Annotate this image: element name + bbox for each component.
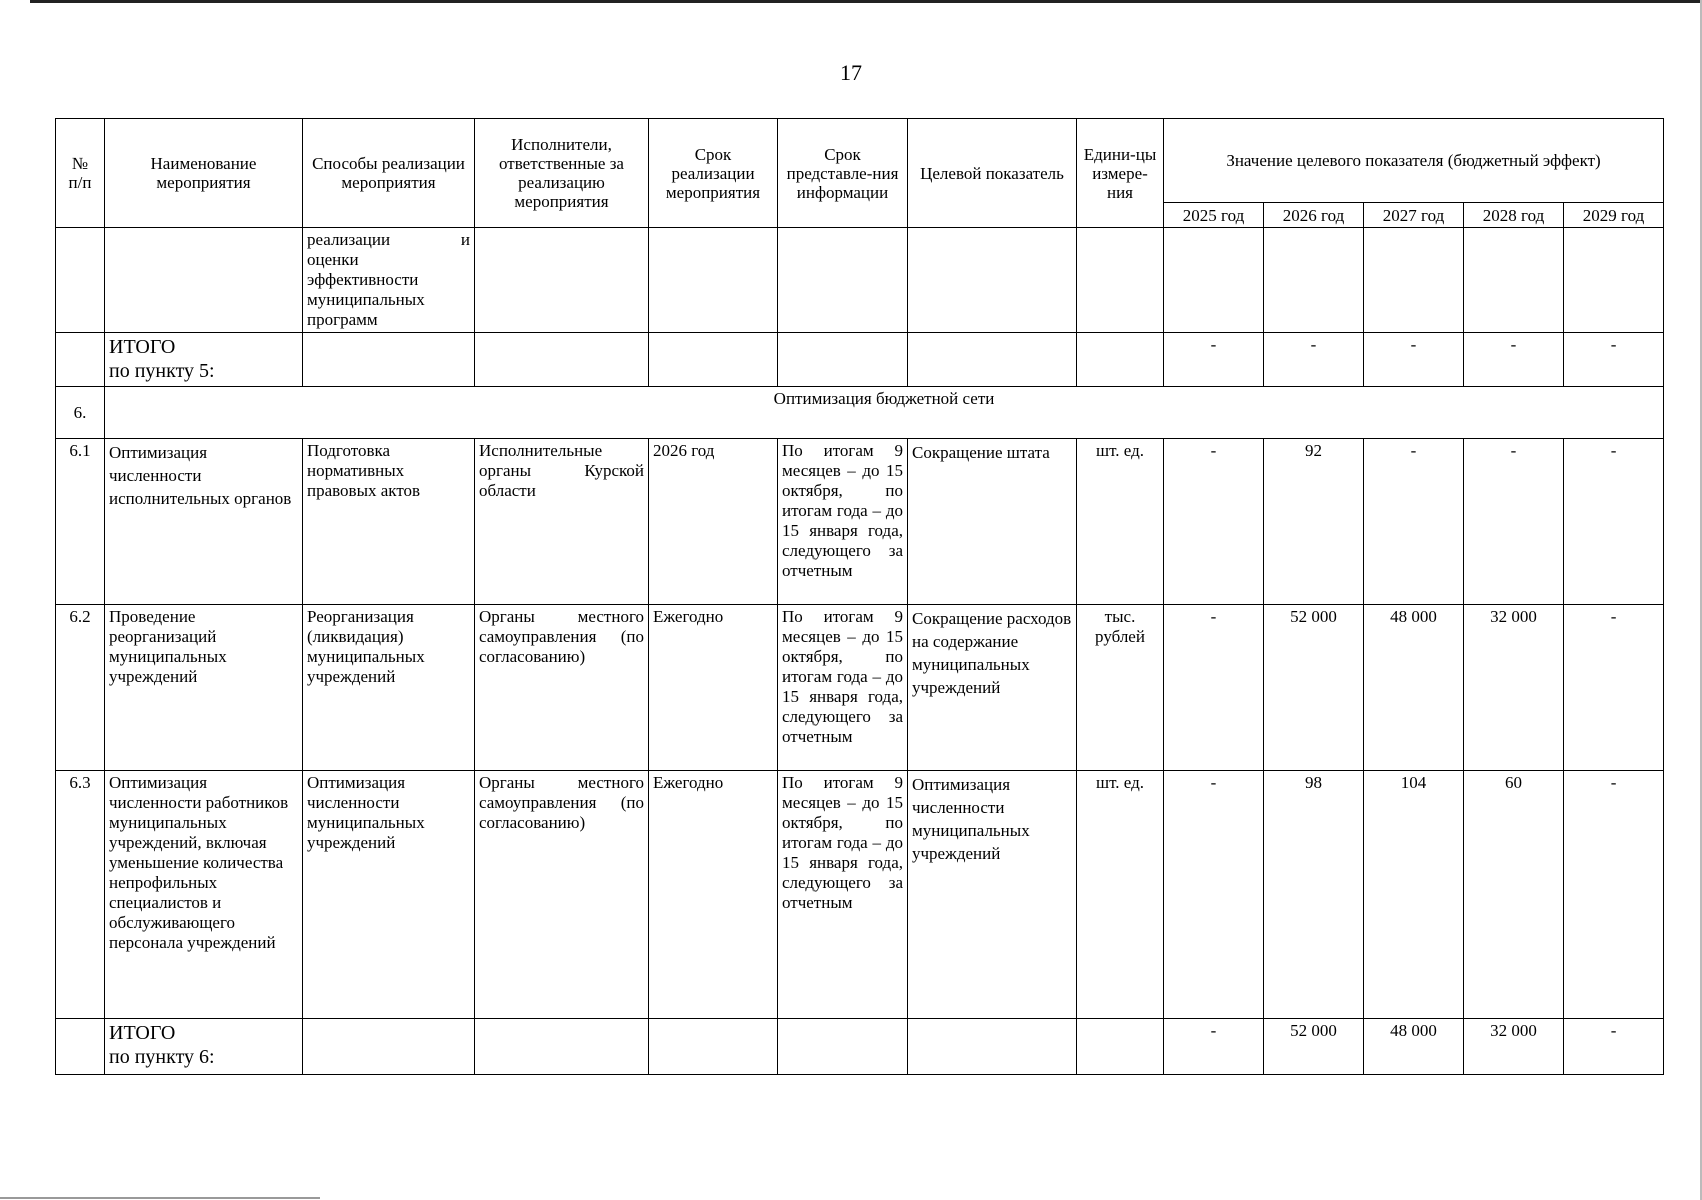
row-units: шт. ед. [1077, 771, 1164, 1019]
row-target: Сокращение штата [908, 439, 1077, 605]
total-value-2025: - [1164, 333, 1264, 387]
row-target: Сокращение расходов на содержание муниципальных учреждений [908, 605, 1077, 771]
col-header-name: Наименование мероприятия [105, 119, 303, 228]
cell-term [649, 333, 778, 387]
row-units: шт. ед. [1077, 439, 1164, 605]
continuation-row [56, 228, 1664, 333]
row-value-2026: 52 000 [1264, 605, 1364, 771]
row-value-2029: - [1564, 605, 1664, 771]
total-label-line: по пункту 6: [109, 1046, 215, 1068]
cell-target [908, 228, 1077, 333]
header-row [56, 119, 1664, 203]
col-header-report-term: Срок представле-ния информации [778, 119, 908, 228]
total-value-2029: - [1564, 333, 1664, 387]
cell-term [649, 1019, 778, 1075]
total-label-line: ИТОГО [109, 336, 176, 358]
page-number: 17 [840, 60, 862, 85]
cell-executors [475, 333, 649, 387]
section-number: 6. [56, 387, 105, 439]
col-header-term: Срок реализации мероприятия [649, 119, 778, 228]
year-2028: 2028 год [1464, 203, 1564, 228]
cell-target [908, 333, 1077, 387]
row-value-2026: 98 [1264, 771, 1364, 1019]
cell-units [1077, 1019, 1164, 1075]
row-number: 6.2 [56, 605, 105, 771]
methods-text: оценки эффективности муниципальных программ [307, 250, 425, 329]
total-value-2029: - [1564, 1019, 1664, 1075]
col-header-num: № п/п [56, 119, 105, 228]
col-header-methods: Способы реализации мероприятия [303, 119, 475, 228]
cell-methods [303, 228, 475, 333]
total-value-2027: - [1364, 333, 1464, 387]
cell-name [105, 228, 303, 333]
cell-report-term [778, 333, 908, 387]
row-term: Ежегодно [649, 605, 778, 771]
cell-executors [475, 228, 649, 333]
table-row [56, 771, 1664, 1019]
cell-num [56, 1019, 105, 1075]
row-report-term: По итогам 9 месяцев – до 15 октября, по итогам года – до 15 января года, следующего за отчетным [778, 605, 908, 771]
cell-report-term [778, 1019, 908, 1075]
row-executors: Исполнительные органы Курской области [475, 439, 649, 605]
cell-value [1464, 228, 1564, 333]
row-number: 6.1 [56, 439, 105, 605]
total-value-2026: - [1264, 333, 1364, 387]
row-methods: Оптимизация численности муниципальных учреждений [303, 771, 475, 1019]
row-value-2029: - [1564, 439, 1664, 605]
table-row [56, 439, 1664, 605]
methods-text: реализации [307, 230, 391, 249]
cell-value [1264, 228, 1364, 333]
year-2029: 2029 год [1564, 203, 1664, 228]
row-name: Проведение реорганизаций муниципальных учреждений [105, 605, 303, 771]
row-value-2028: 60 [1464, 771, 1564, 1019]
row-name: Оптимизация численности исполнительных органов [105, 439, 303, 605]
section-row [56, 387, 1664, 439]
cell-methods [303, 333, 475, 387]
row-executors: Органы местного самоуправления (по согласованию) [475, 605, 649, 771]
year-2025: 2025 год [1164, 203, 1264, 228]
cell-value [1364, 228, 1464, 333]
total-value-2028: 32 000 [1464, 1019, 1564, 1075]
cell-methods [303, 1019, 475, 1075]
row-value-2026: 92 [1264, 439, 1364, 605]
cell-value [1564, 228, 1664, 333]
cell-report-term [778, 228, 908, 333]
row-value-2025: - [1164, 605, 1264, 771]
total-row-6 [56, 1019, 1664, 1075]
measures-table [55, 118, 1664, 1075]
year-2027: 2027 год [1364, 203, 1464, 228]
cell-num [56, 333, 105, 387]
scan-bottom-mark [0, 1197, 320, 1199]
total-label [105, 333, 303, 387]
row-value-2025: - [1164, 439, 1264, 605]
table-row [56, 605, 1664, 771]
row-name: Оптимизация численности работников муниципальных учреждений, включая уменьшение количества непрофильных специалистов и обслуживающего персонала учреждений [105, 771, 303, 1019]
row-value-2027: 48 000 [1364, 605, 1464, 771]
total-value-2026: 52 000 [1264, 1019, 1364, 1075]
row-term: 2026 год [649, 439, 778, 605]
cell-num [56, 228, 105, 333]
year-2026: 2026 год [1264, 203, 1364, 228]
row-value-2029: - [1564, 771, 1664, 1019]
cell-term [649, 228, 778, 333]
row-methods: Реорганизация (ликвидация) муниципальных учреждений [303, 605, 475, 771]
col-header-target: Целевой показатель [908, 119, 1077, 228]
row-report-term: По итогам 9 месяцев – до 15 октября, по итогам года – до 15 января года, следующего за отчетным [778, 771, 908, 1019]
cell-target [908, 1019, 1077, 1075]
methods-text: и [460, 230, 470, 249]
row-executors: Органы местного самоуправления (по согласованию) [475, 771, 649, 1019]
total-label-line: по пункту 5: [109, 360, 215, 382]
row-units: тыс. рублей [1077, 605, 1164, 771]
row-report-term: По итогам 9 месяцев – до 15 октября, по итогам года – до 15 января года, следующего за отчетным [778, 439, 908, 605]
col-header-executors: Исполнители, ответственные за реализацию мероприятия [475, 119, 649, 228]
cell-executors [475, 1019, 649, 1075]
section-title: Оптимизация бюджетной сети [105, 387, 1664, 439]
total-value-2025: - [1164, 1019, 1264, 1075]
row-methods: Подготовка нормативных правовых актов [303, 439, 475, 605]
cell-units [1077, 228, 1164, 333]
row-term: Ежегодно [649, 771, 778, 1019]
col-header-value-group: Значение целевого показателя (бюджетный эффект) [1164, 119, 1664, 203]
scan-edge [30, 0, 1702, 3]
row-value-2028: - [1464, 439, 1564, 605]
row-value-2027: - [1364, 439, 1464, 605]
total-row-5 [56, 333, 1664, 387]
total-value-2028: - [1464, 333, 1564, 387]
total-value-2027: 48 000 [1364, 1019, 1464, 1075]
row-value-2027: 104 [1364, 771, 1464, 1019]
row-value-2028: 32 000 [1464, 605, 1564, 771]
cell-units [1077, 333, 1164, 387]
row-value-2025: - [1164, 771, 1264, 1019]
total-label [105, 1019, 303, 1075]
col-header-units: Едини-цы измере-ния [1077, 119, 1164, 228]
row-target: Оптимизация численности муниципальных учреждений [908, 771, 1077, 1019]
total-label-line: ИТОГО [109, 1022, 176, 1044]
row-number: 6.3 [56, 771, 105, 1019]
cell-value [1164, 228, 1264, 333]
